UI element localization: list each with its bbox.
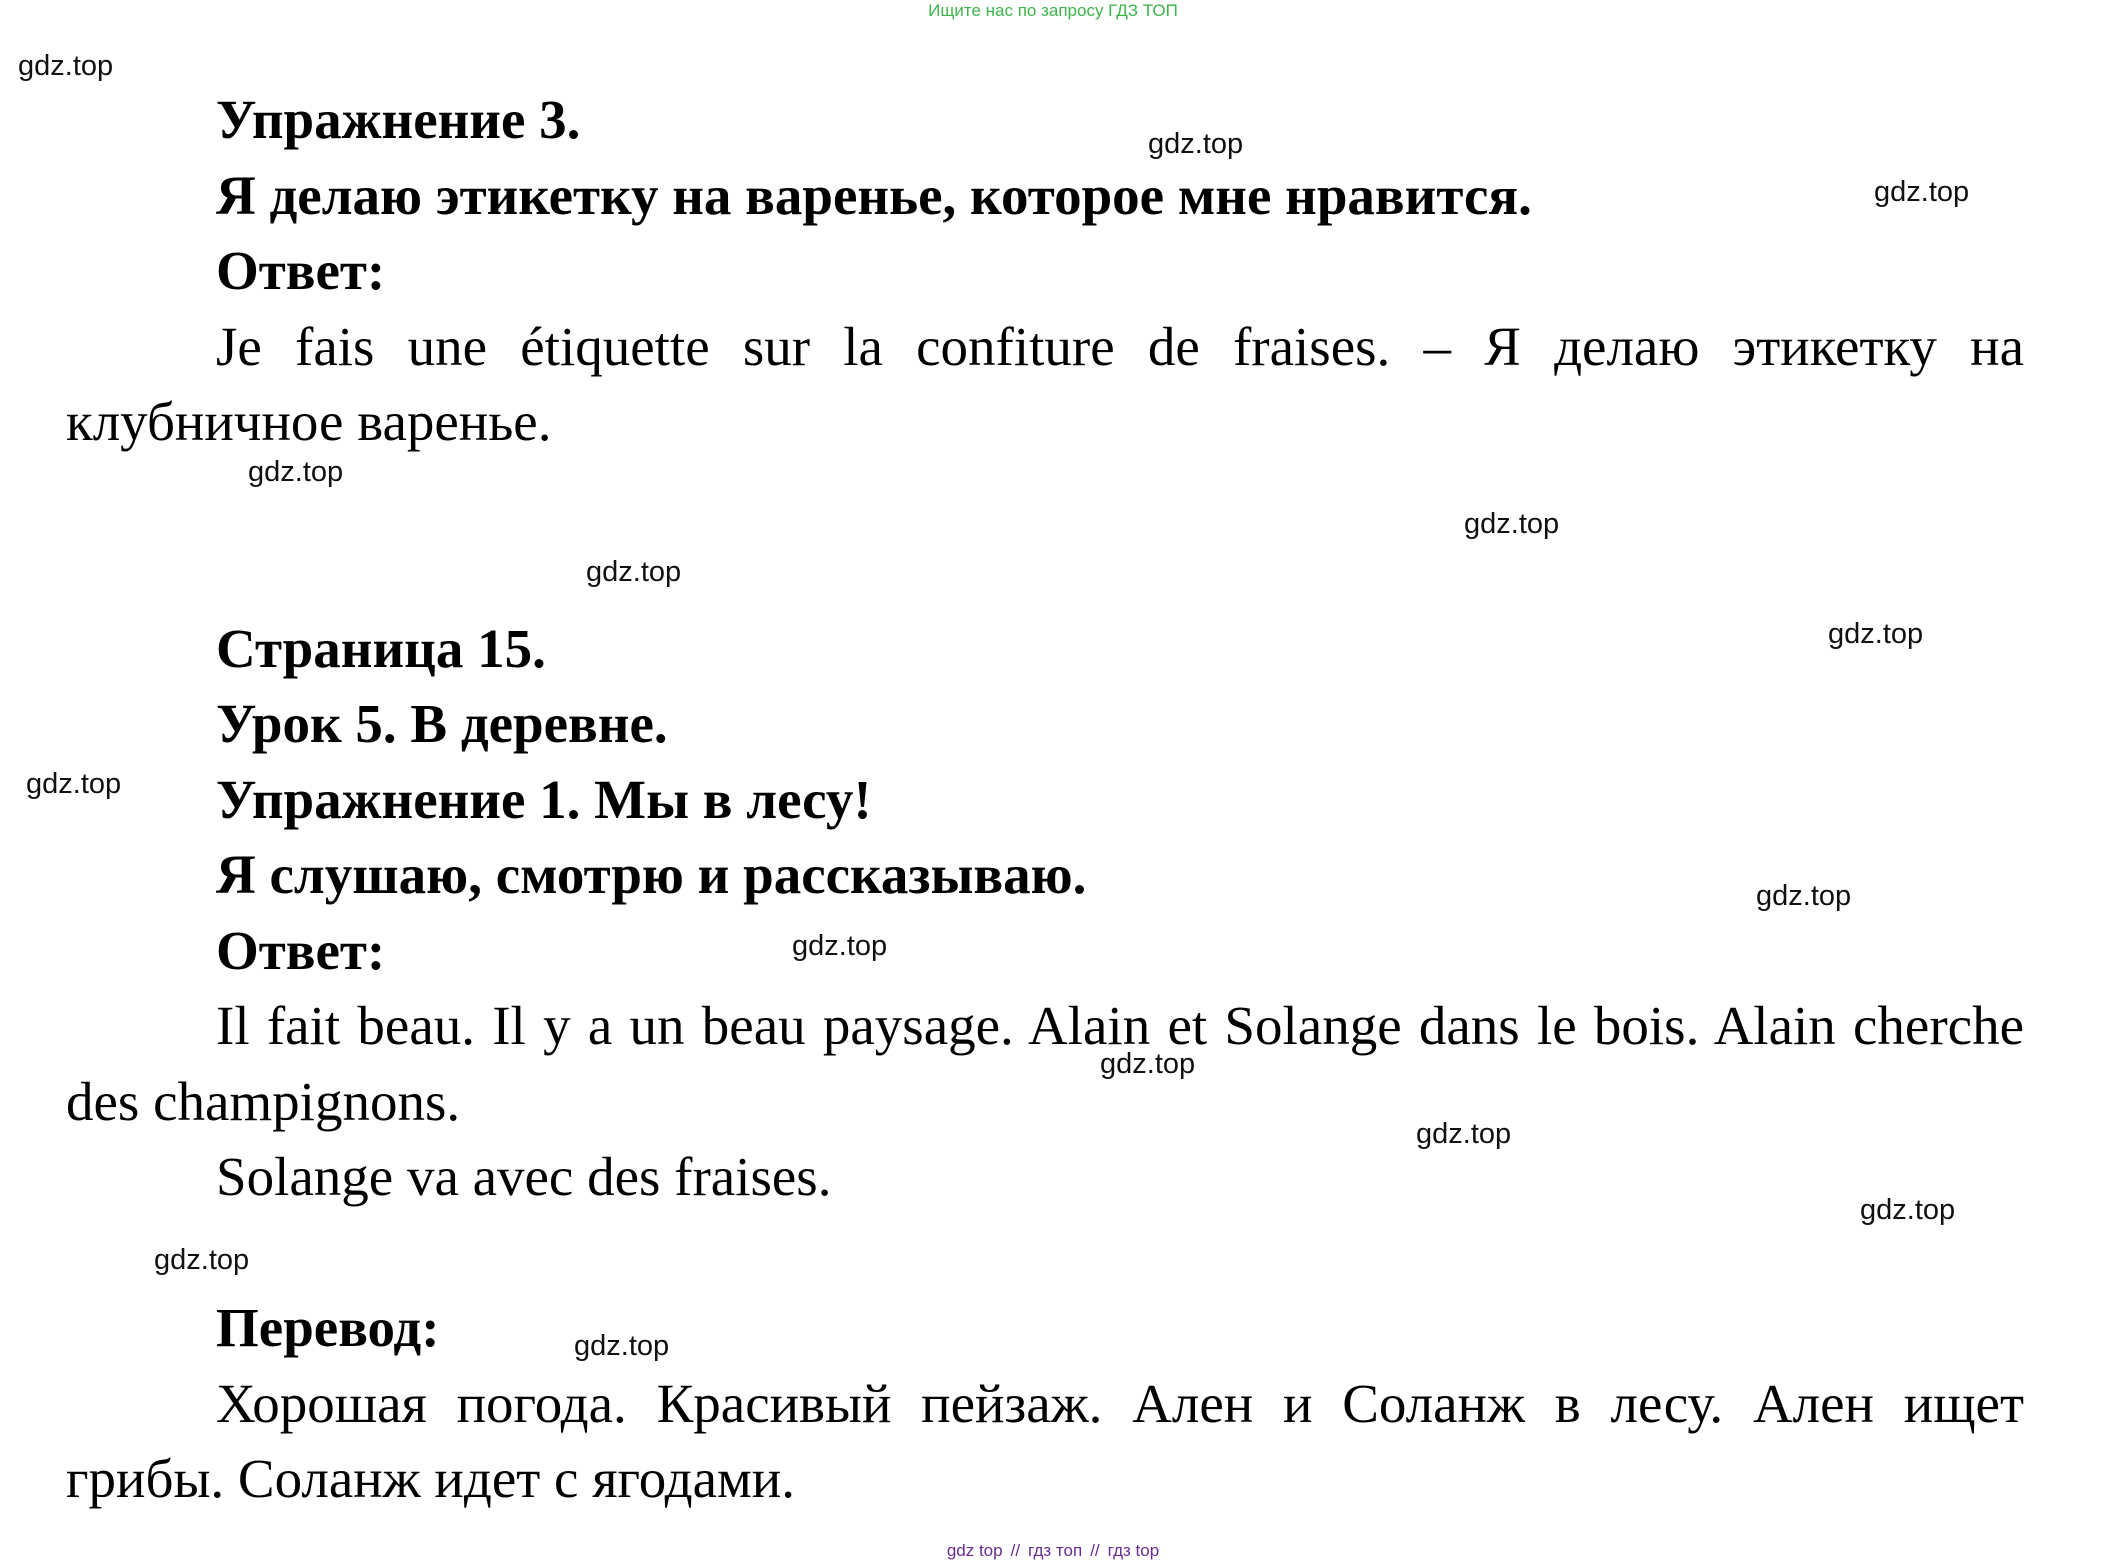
section-spacer: [66, 460, 2024, 611]
exercise3-title: Упражнение 3.: [216, 89, 581, 150]
footer-separator: //: [1090, 1541, 1100, 1560]
exercise1-answer-label: Ответ:: [216, 919, 386, 981]
watermark: gdz.top: [154, 1244, 250, 1276]
exercise3-task: Я делаю этикетку на варенье, которое мне нравится.: [216, 164, 1532, 226]
footer-part-2: гдз топ: [1028, 1541, 1083, 1560]
exercise1-title: Упражнение 1. Мы в лесу!: [216, 768, 872, 830]
lesson-heading: Урок 5. В деревне.: [216, 693, 668, 754]
watermark: gdz.top: [1756, 880, 1852, 912]
section-spacer: [66, 1215, 2024, 1291]
watermark: gdz.top: [574, 1330, 670, 1362]
translation-text: Хорошая погода. Красивый пейзаж. Ален и Соланж в лесу. Ален ищет грибы. Соланж идет с ягодами.: [66, 1372, 2024, 1509]
exercise3-answer-text: Je fais une étiquette sur la confiture de fraises. – Я делаю этикетку на клубничное варенье.: [66, 315, 2024, 452]
watermark: gdz.top: [1828, 618, 1924, 650]
watermark: gdz.top: [1416, 1118, 1512, 1150]
watermark: gdz.top: [26, 768, 122, 800]
footer-separator: //: [1010, 1541, 1021, 1560]
watermark: gdz.top: [1464, 508, 1560, 540]
watermark: gdz.top: [586, 556, 682, 588]
exercise1-task: Я слушаю, смотрю и рассказываю.: [216, 844, 1087, 905]
footer-part-1: gdz top: [946, 1541, 1003, 1560]
watermark: gdz.top: [1860, 1194, 1956, 1226]
exercise3-answer-label: Ответ:: [216, 240, 386, 301]
watermark: gdz.top: [792, 930, 888, 962]
watermark: gdz.top: [1100, 1048, 1196, 1080]
exercise1-answer-text-1: Il fait beau. Il y a un beau paysage. Alain et Solange dans le bois. Alain cherche des champignons.: [66, 995, 2024, 1132]
top-banner: Ищите нас по запросу ГДЗ ТОП: [928, 1, 1178, 20]
footer: [0, 1540, 2106, 1562]
exercise1-answer-text-2: Solange va avec des fraises.: [216, 1146, 832, 1207]
watermark: gdz.top: [1148, 128, 1244, 160]
watermark: gdz.top: [1874, 176, 1970, 208]
document-content: [66, 82, 2024, 1517]
page-heading: Страница 15.: [216, 617, 546, 679]
footer-part-3: гдз top: [1107, 1541, 1160, 1560]
translation-label: Перевод:: [216, 1297, 440, 1358]
watermark: gdz.top: [18, 50, 114, 82]
watermark: gdz.top: [248, 456, 344, 488]
